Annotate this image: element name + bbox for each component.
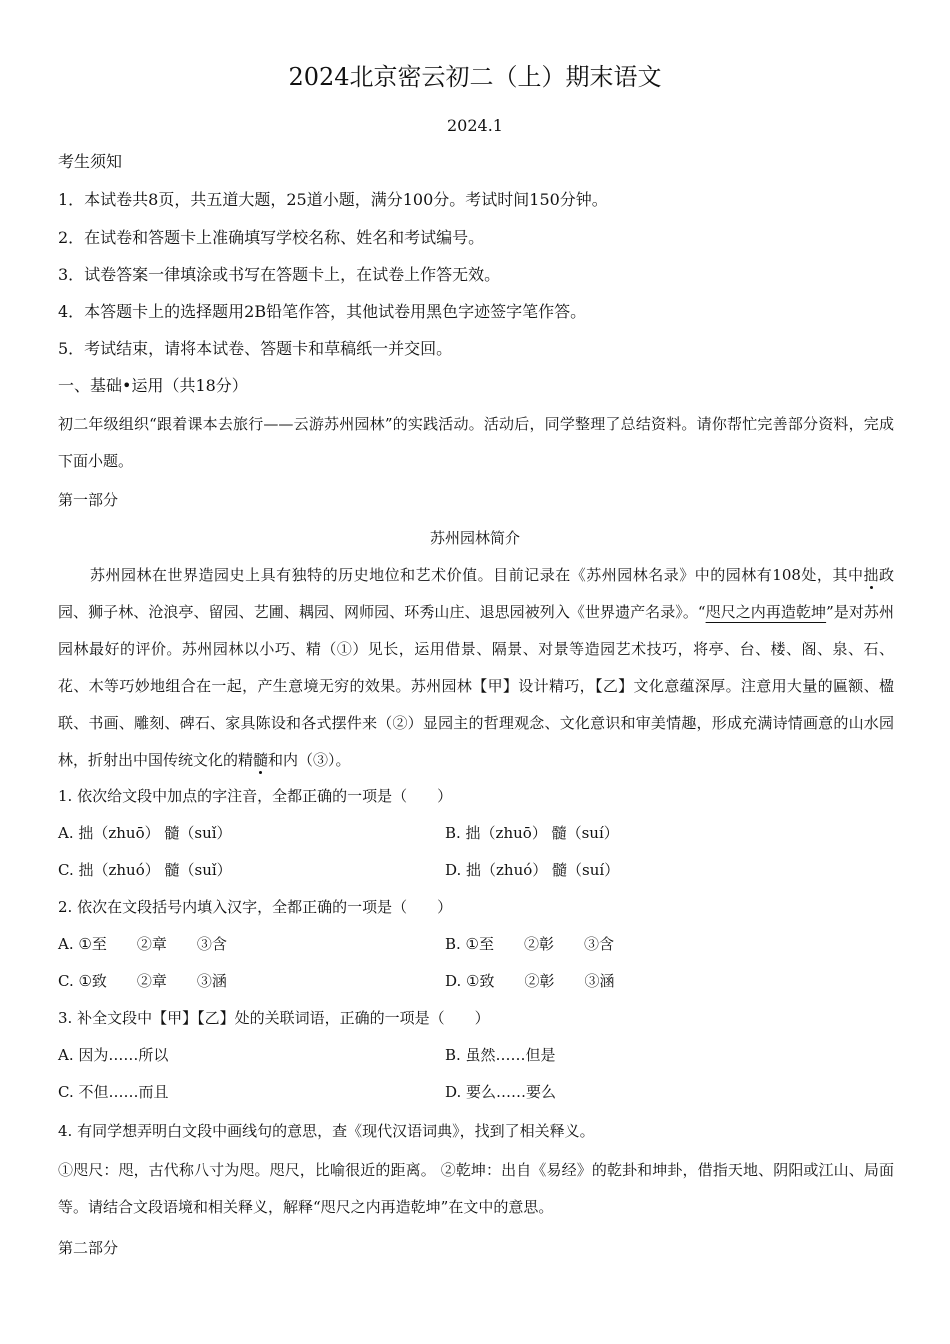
notice-item: 3．试卷答案一律填涂或书写在答题卡上，在试卷上作答无效。 bbox=[58, 265, 501, 284]
passage-title: 苏州园林简介 bbox=[429, 529, 520, 547]
part-label: 第二部分 bbox=[58, 1239, 119, 1257]
question-stem: 4. 有同学想弄明白文段中画线句的意思，查《现代汉语词典》，找到了相关释义。 bbox=[58, 1122, 595, 1140]
passage-text: ”是对苏州园林最好的评价。苏州园林以小巧、精（①）见长，运用借景、隔景、对景等造园艺术技巧，将亭、台、楼、阁、泉、石、花、木等巧妙地组合在一起，产生意境无穷的效果。苏州园林【甲】设计精巧，【乙】文化意蕴深厚。注意用大量的匾额、楹联、书画、雕刻、碑石、家具陈设和各式摆件来（②）显园主的哲理观念、文化意识和审美情趣，形成充满诗情画意的山水园林，折射出中国传统文化的精 bbox=[58, 603, 894, 769]
option-c: C. ①致 ②章 ③涵 bbox=[58, 972, 227, 990]
question-stem: 3. 补全文段中【甲】【乙】处的关联词语，正确的一项是（ ） bbox=[58, 1009, 490, 1027]
passage-text: 和内（③）。 bbox=[268, 751, 351, 769]
dotted-char: 拙 bbox=[863, 566, 879, 584]
question-stem: 2. 依次在文段括号内填入汉字，全都正确的一项是（ ） bbox=[58, 898, 453, 916]
option-b: B. 虽然……但是 bbox=[445, 1046, 556, 1064]
dotted-char: 髓 bbox=[253, 751, 269, 769]
notice-item: 5．考试结束，请将本试卷、答题卡和草稿纸一并交回。 bbox=[58, 339, 453, 358]
document-date: 2024.1 bbox=[447, 116, 503, 135]
notice-item: 4．本答题卡上的选择题用2B铅笔作答，其他试卷用黑色字迹签字笔作答。 bbox=[58, 302, 587, 321]
passage-text: 政园、狮子林、沧浪亭、留园、艺圃、耦园、网师园、环秀山庄、退思园被列入《世界遗产名录》。“ bbox=[58, 566, 894, 621]
option-a: A. 拙（zhuō） 髓（suǐ） bbox=[58, 824, 232, 842]
option-c: C. 不但……而且 bbox=[58, 1083, 169, 1101]
option-c: C. 拙（zhuó） 髓（suǐ） bbox=[58, 861, 232, 879]
option-d: D. 要么……要么 bbox=[445, 1083, 557, 1101]
section-intro: 初二年级组织“跟着课本去旅行——云游苏州园林”的实践活动。活动后，同学整理了总结资料。请你帮忙完善部分资料，完成下面小题。 bbox=[58, 415, 894, 470]
question-stem: 1. 依次给文段中加点的字注音，全都正确的一项是（ ） bbox=[58, 787, 453, 805]
option-a: A. 因为……所以 bbox=[58, 1046, 169, 1064]
section-heading: 一、基础•运用（共18分） bbox=[58, 376, 248, 395]
option-b: B. 拙（zhuō） 髓（suí） bbox=[445, 824, 619, 842]
dictionary-definitions: ①咫尺：咫，古代称八寸为咫。咫尺，比喻很近的距离。 ②乾坤：出自《易经》的乾卦和坤卦，借指天地、阴阳或江山、局面等。请结合文段语境和相关释义，解释“咫尺之内再造乾坤”在文中的意思。 bbox=[58, 1161, 894, 1216]
passage-text: 苏州园林在世界造园史上具有独特的历史地位和艺术价值。目前记录在《苏州园林名录》中的园林有108处，其中 bbox=[90, 566, 864, 584]
option-d: D. 拙（zhuó） 髓（suí） bbox=[445, 861, 620, 879]
document-title: 2024北京密云初二（上）期末语文 bbox=[288, 63, 662, 91]
option-a: A. ①至 ②章 ③含 bbox=[58, 935, 227, 953]
notice-item: 2．在试卷和答题卡上准确填写学校名称、姓名和考试编号。 bbox=[58, 228, 485, 247]
passage-paragraph bbox=[58, 557, 894, 779]
option-b: B. ①至 ②彰 ③含 bbox=[445, 935, 615, 953]
part-label: 第一部分 bbox=[58, 491, 119, 509]
option-d: D. ①致 ②彰 ③涵 bbox=[445, 972, 615, 990]
underlined-sentence: 咫尺之内再造乾坤 bbox=[705, 603, 827, 621]
notice-item: 1．本试卷共8页，共五道大题，25道小题，满分100分。考试时间150分钟。 bbox=[58, 190, 608, 209]
notice-heading: 考生须知 bbox=[58, 152, 123, 171]
